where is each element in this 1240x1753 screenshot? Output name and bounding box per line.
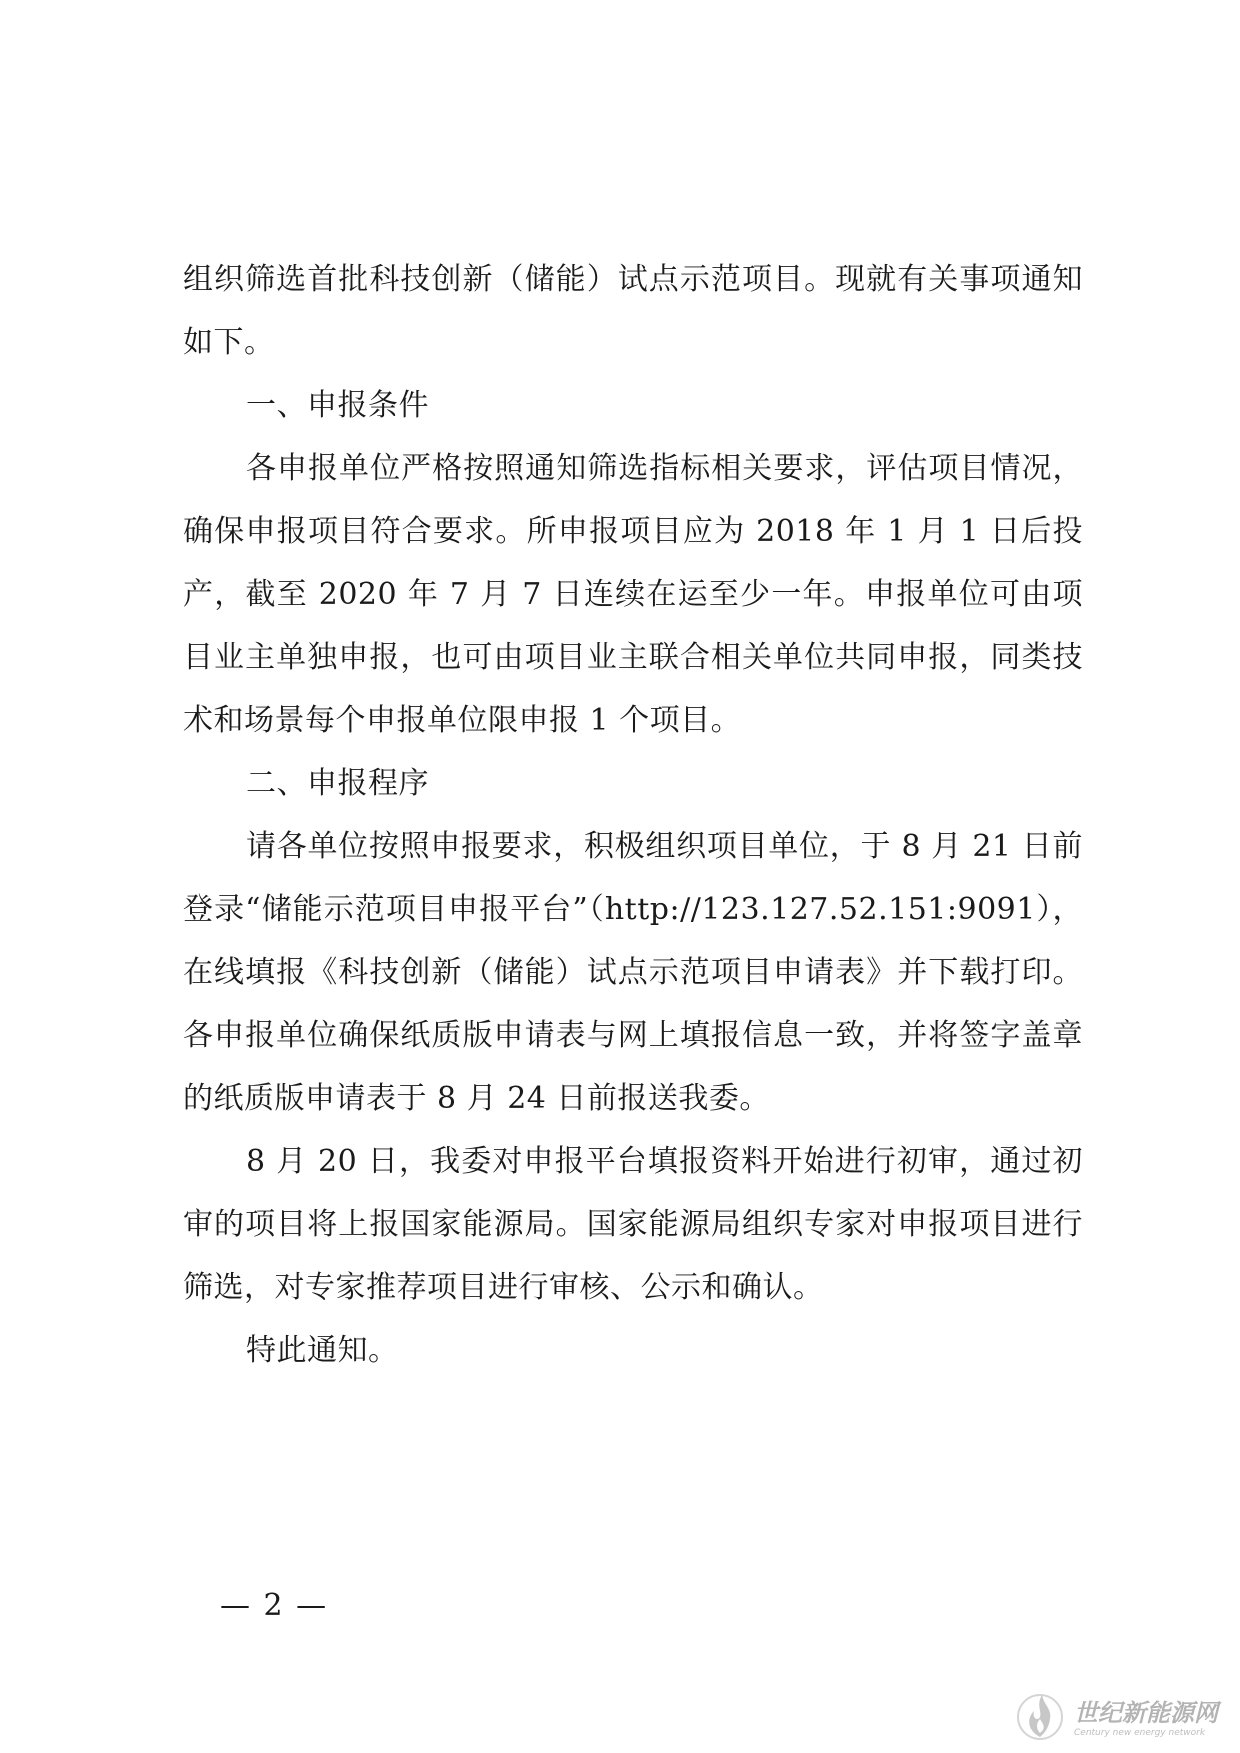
paragraph-closing: 特此通知。 — [246, 1333, 399, 1368]
watermark-text — [1074, 1693, 1218, 1738]
watermark — [1012, 1687, 1218, 1743]
watermark-name: 世纪新能源网 — [1074, 1698, 1218, 1727]
page-number: — 2 — — [220, 1588, 329, 1623]
watermark-subtitle: Century new energy network — [1074, 1727, 1206, 1738]
paragraph-intro-continued: 组织筛选首批科技创新（储能）试点示范项目。现就有关事项通知如下。 — [183, 262, 1083, 360]
section-heading-procedure: 二、申报程序 — [246, 766, 429, 801]
paragraph-procedure: 请各单位按照申报要求，积极组织项目单位，于 8 月 21 日前登录“储能示范项目申报平台”（http://123.127.52.151:9091），在线填报《科技创新（储能）试点示范项目申请表》并下载打印。各申报单位确保纸质版申请表与网上填报信息一致，并将签字盖章的纸质版申请表于 8 月 24 日前报送我委。 — [183, 829, 1083, 1116]
paragraph-review: 8 月 20 日，我委对申报平台填报资料开始进行初审，通过初审的项目将上报国家能源局。国家能源局组织专家对申报项目进行筛选，对专家推荐项目进行审核、公示和确认。 — [183, 1144, 1083, 1305]
document-body — [183, 248, 1083, 1382]
section-heading-conditions: 一、申报条件 — [246, 388, 429, 423]
flame-swirl-icon — [1012, 1687, 1068, 1743]
paragraph-conditions: 各申报单位严格按照通知筛选指标相关要求，评估项目情况，确保申报项目符合要求。所申报项目应为 2018 年 1 月 1 日后投产，截至 2020 年 7 月 7 日连续在运至少一年。申报单位可由项目业主单独申报，也可由项目业主联合相关单位共同申报，同类技术和场景每个申报单位限申报 1 个项目。 — [183, 451, 1083, 738]
